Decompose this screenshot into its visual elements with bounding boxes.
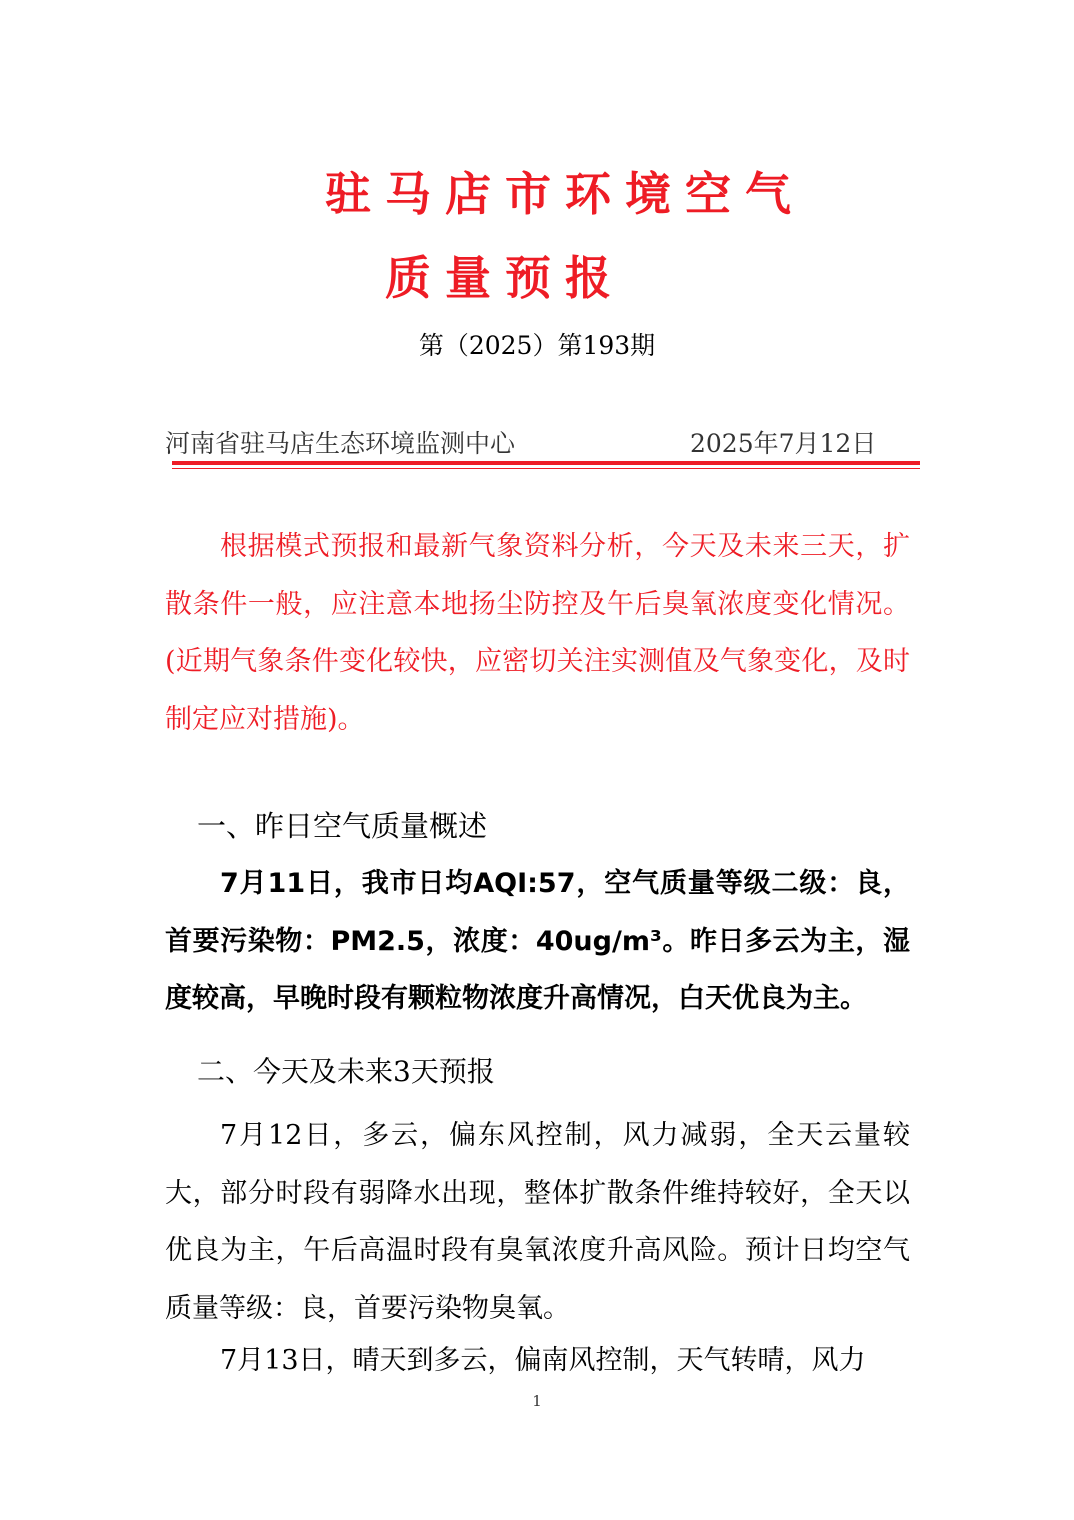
publisher-organization: 河南省驻马店生态环境监测中心 [165,429,516,458]
document-title-line2: 质量预报 [385,251,625,305]
section2-heading: 二、今天及未来3天预报 [197,1055,495,1088]
header-divider-thin [172,468,920,469]
publish-date: 2025年7月12日 [690,429,877,458]
intro-paragraph: 根据模式预报和最新气象资料分析，今天及未来三天，扩散条件一般，应注意本地扬尘防控及午后臭氧浓度变化情况。(近期气象条件变化较快，应密切关注实测值及气象变化，及时制定应对措施)。 [165,531,910,735]
section1-heading: 一、昨日空气质量概述 [197,809,488,843]
page-number: 1 [532,1392,542,1410]
issue-number: 第（2025）第193期 [418,331,656,360]
section1-body: 7月11日，我市日均AQI:57，空气质量等级二级：良，首要污染物：PM2.5，浓度：40ug/m³。昨日多云为主，湿度较高，早晚时段有颗粒物浓度升高情况，白天优良为主。 [165,868,910,1014]
forecast-day1: 7月12日，多云，偏东风控制，风力减弱，全天云量较大，部分时段有弱降水出现，整体扩散条件维持较好，全天以优良为主，午后高温时段有臭氧浓度升高风险。预计日均空气质量等级：良，首要污染物臭氧。 [165,1120,910,1324]
document-title-line1: 驻马店市环境空气 [325,167,805,221]
forecast-day2: 7月13日，晴天到多云，偏南风控制，天气转晴，风力 [220,1345,866,1376]
header-divider-thick [172,461,920,465]
